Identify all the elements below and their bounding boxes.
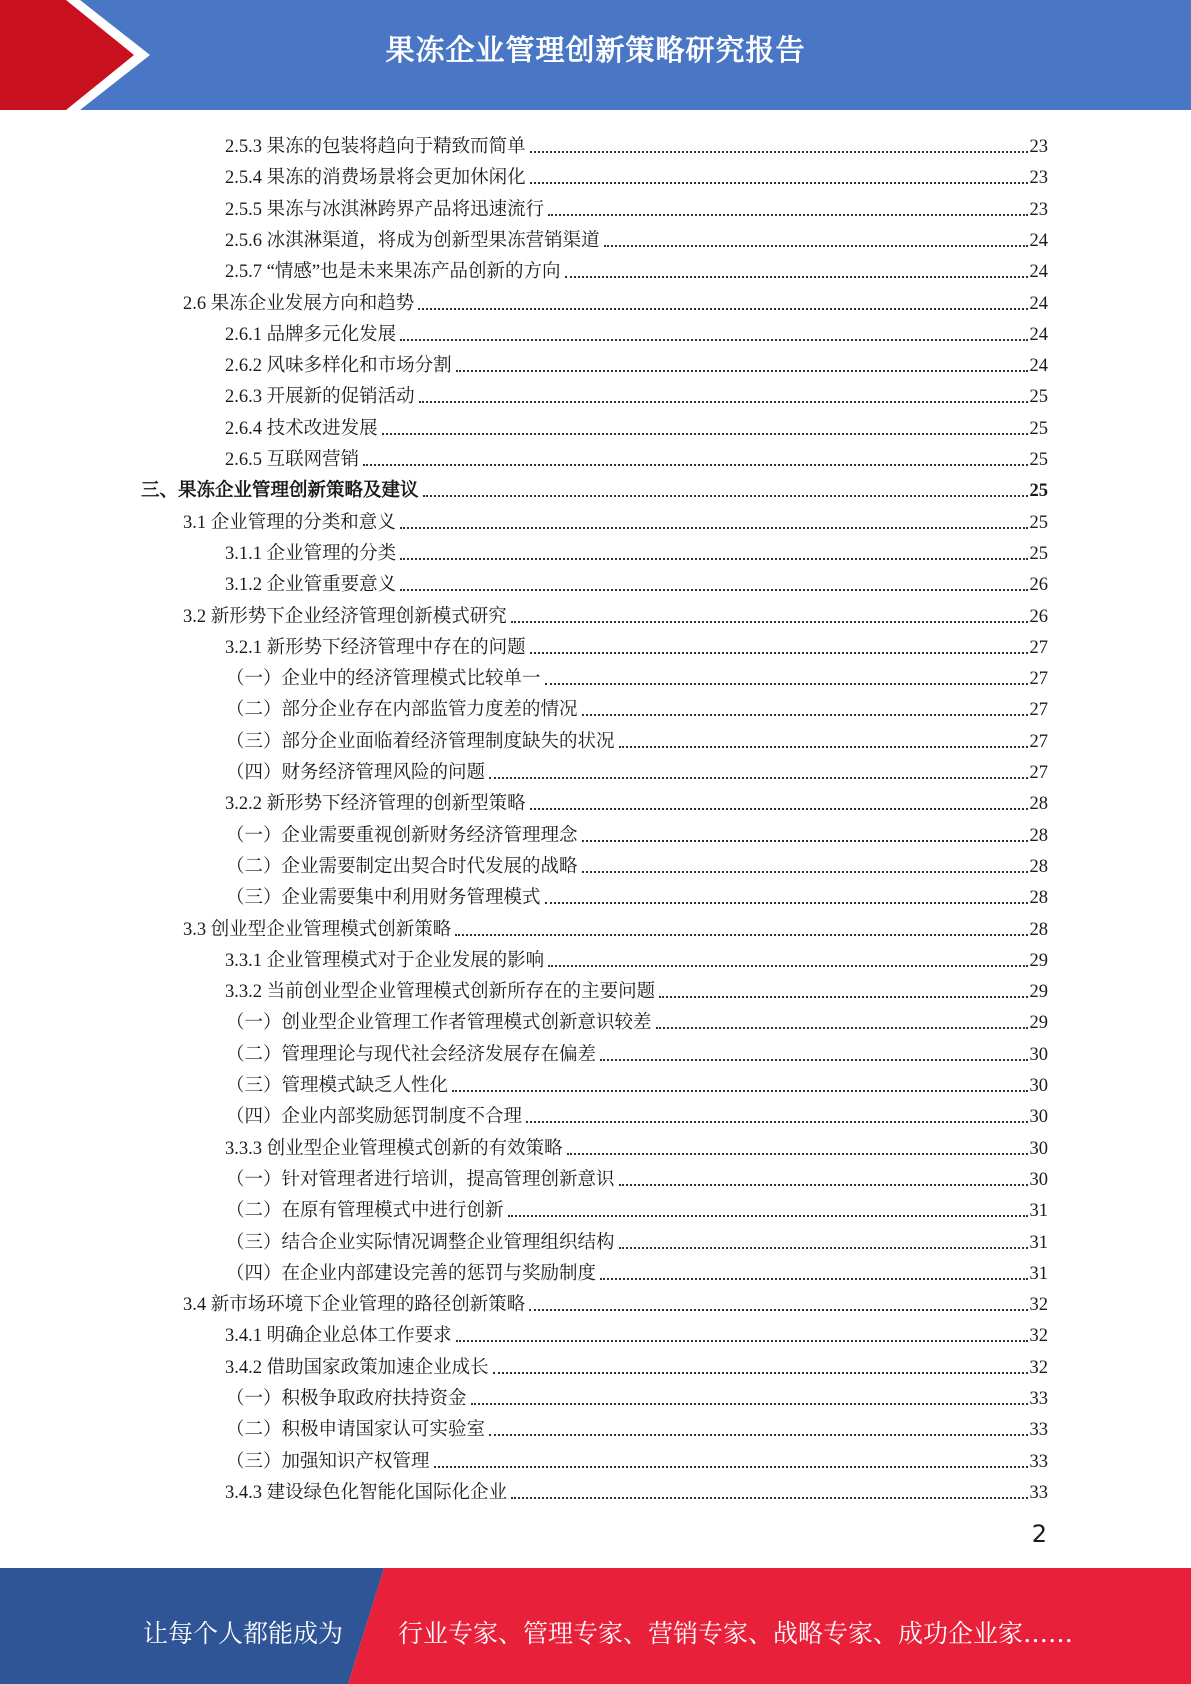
toc-entry[interactable]	[226, 753, 1048, 784]
toc-entry[interactable]	[226, 1097, 1048, 1128]
toc-dot-leader	[600, 1278, 1027, 1280]
toc-entry[interactable]	[225, 158, 1048, 189]
toc-entry-title: （一）创业型企业管理工作者管理模式创新意识较差	[226, 1013, 652, 1034]
toc-dot-leader	[511, 1497, 1027, 1499]
toc-entry[interactable]	[226, 1191, 1048, 1222]
toc-dot-leader	[600, 1059, 1027, 1061]
toc-entry[interactable]	[225, 346, 1048, 377]
toc-dot-leader	[489, 1434, 1027, 1436]
toc-dot-leader	[400, 558, 1027, 560]
toc-entry[interactable]	[225, 315, 1048, 346]
toc-entry-title: （一）积极争取政府扶持资金	[226, 1389, 467, 1409]
toc-entry-title: 三、果冻企业管理创新策略及建议	[141, 481, 419, 502]
toc-entry-title: 3.1.2 企业管重要意义	[225, 575, 397, 596]
toc-dot-leader	[529, 1309, 1027, 1311]
toc-entry[interactable]	[183, 503, 1048, 534]
toc-entry-page: 24	[1029, 324, 1048, 345]
toc-entry-title: （二）企业需要制定出契合时代发展的战略	[226, 856, 578, 877]
toc-dot-leader	[423, 495, 1028, 497]
toc-entry[interactable]	[225, 221, 1048, 252]
toc-entry-title: 2.5.6 冰淇淋渠道，将成为创新型果冻营销渠道	[225, 230, 600, 251]
toc-entry-title: 2.5.3 果冻的包装将趋向于精致而简单	[225, 137, 526, 157]
toc-entry-title: 2.5.5 果冻与冰淇淋跨界产品将迅速流行	[225, 199, 545, 220]
toc-entry-page: 23	[1029, 199, 1048, 220]
toc-entry-title: 2.6.2 风味多样化和市场分割	[225, 356, 452, 377]
toc-entry-page: 25	[1029, 543, 1048, 564]
toc-dot-leader	[656, 1027, 1028, 1029]
toc-entry-page: 32	[1029, 1326, 1048, 1347]
toc-entry-title: 3.2.1 新形势下经济管理中存在的问题	[225, 637, 526, 658]
toc-entry-page: 32	[1029, 1295, 1048, 1316]
toc-entry-page: 28	[1029, 919, 1048, 940]
toc-entry-title: 3.2 新形势下企业经济管理创新模式研究	[183, 606, 507, 627]
toc-entry-page: 24	[1029, 293, 1048, 314]
toc-dot-leader	[508, 1215, 1028, 1217]
toc-entry-title: （四）企业内部奖励惩罚制度不合理	[226, 1107, 523, 1128]
toc-entry-title: （四）财务经济管理风险的问题	[226, 763, 486, 783]
toc-entry[interactable]	[226, 659, 1048, 690]
toc-entry[interactable]	[225, 1473, 1048, 1504]
toc-entry[interactable]	[183, 1285, 1048, 1316]
toc-entry-page: 26	[1029, 575, 1048, 596]
page-footer	[0, 1568, 1191, 1684]
header-title: 果冻企业管理创新策略研究报告	[385, 33, 806, 67]
toc-entry-title: （二）积极申请国家认可实验室	[226, 1420, 486, 1441]
toc-dot-leader	[419, 401, 1028, 403]
toc-entry[interactable]	[183, 910, 1048, 941]
toc-entry-page: 29	[1029, 1013, 1048, 1034]
toc-entry-page: 31	[1029, 1263, 1048, 1284]
toc-entry[interactable]	[226, 878, 1048, 909]
toc-dot-leader	[545, 902, 1028, 904]
toc-entry-title: （一）企业需要重视创新财务经济管理理念	[226, 825, 578, 846]
toc-entry[interactable]	[226, 1442, 1048, 1473]
toc-dot-leader	[526, 1121, 1027, 1123]
toc-entry-page: 32	[1029, 1357, 1048, 1378]
toc-entry[interactable]	[226, 690, 1048, 721]
toc-entry-page: 23	[1029, 168, 1048, 189]
toc-entry-title: （四）在企业内部建设完善的惩罚与奖励制度	[226, 1263, 597, 1284]
toc-entry-page: 30	[1029, 1076, 1048, 1096]
toc-entry-title: 2.6.1 品牌多元化发展	[225, 324, 397, 345]
page-number: 2	[1031, 1520, 1047, 1548]
toc-dot-leader	[456, 370, 1028, 372]
toc-entry-title: （一）针对管理者进行培训，提高管理创新意识	[226, 1169, 615, 1190]
toc-entry-page: 30	[1029, 1044, 1048, 1065]
toc-entry-page: 30	[1029, 1169, 1048, 1190]
page-header	[0, 0, 1191, 110]
toc-entry-page: 27	[1029, 731, 1048, 752]
toc-entry[interactable]	[226, 1254, 1048, 1285]
toc-entry[interactable]	[226, 1003, 1048, 1034]
toc-entry-title: 2.6.5 互联网营销	[225, 450, 360, 470]
toc-entry-title: 3.4.2 借助国家政策加速企业成长	[225, 1357, 489, 1378]
toc-entry[interactable]	[225, 1129, 1048, 1160]
toc-entry[interactable]	[226, 1223, 1048, 1254]
footer-slogan-right: 行业专家、管理专家、营销专家、战略专家、成功企业家……	[398, 1619, 1074, 1648]
toc-entry-page: 29	[1029, 982, 1048, 1003]
toc-entry-page: 25	[1029, 387, 1048, 408]
toc-dot-leader	[400, 339, 1027, 341]
toc-entry-title: （三）加强知识产权管理	[226, 1451, 430, 1472]
toc-entry-page: 30	[1029, 1107, 1048, 1128]
toc-entry[interactable]	[225, 409, 1048, 440]
toc-dot-leader	[619, 746, 1028, 748]
toc-entry-page: 26	[1029, 606, 1048, 627]
toc-dot-leader	[493, 1372, 1028, 1374]
toc-dot-leader	[582, 714, 1028, 716]
toc-dot-leader	[434, 1466, 1028, 1468]
toc-entry-title: （二）管理理论与现代社会经济发展存在偏差	[226, 1044, 597, 1065]
toc-entry-title: （三）部分企业面临着经济管理制度缺失的状况	[226, 731, 615, 752]
toc-entry-page: 27	[1029, 669, 1048, 690]
toc-entry-page: 25	[1029, 450, 1048, 470]
toc-dot-leader	[548, 965, 1027, 967]
toc-entry-title: （三）结合企业实际情况调整企业管理组织结构	[226, 1232, 615, 1253]
toc-entry[interactable]	[226, 722, 1048, 753]
toc-dot-leader	[471, 1403, 1028, 1405]
toc-entry-page: 24	[1029, 356, 1048, 377]
toc-entry[interactable]	[226, 1379, 1048, 1410]
toc-entry[interactable]	[225, 440, 1048, 471]
toc-entry-title: （一）企业中的经济管理模式比较单一	[226, 669, 541, 690]
toc-entry[interactable]	[225, 1316, 1048, 1347]
toc-entry-title: 2.6.4 技术改进发展	[225, 418, 378, 439]
toc-entry-page: 33	[1029, 1482, 1048, 1503]
toc-entry-title: （二）部分企业存在内部监管力度差的情况	[226, 700, 578, 721]
toc-entry[interactable]	[225, 1348, 1048, 1379]
toc-entry[interactable]	[225, 972, 1048, 1003]
toc-entry-page: 25	[1029, 418, 1048, 439]
toc-dot-leader	[604, 245, 1028, 247]
footer-slogan-left: 让每个人都能成为	[143, 1619, 344, 1648]
toc-entry-page: 24	[1029, 262, 1048, 283]
toc-entry[interactable]	[226, 1160, 1048, 1191]
toc-entry[interactable]	[225, 127, 1048, 158]
toc-dot-leader	[400, 527, 1028, 529]
toc-entry[interactable]	[225, 784, 1048, 815]
toc-dot-leader	[530, 652, 1028, 654]
toc-entry[interactable]	[183, 284, 1048, 315]
toc-dot-leader	[489, 777, 1027, 779]
toc-entry[interactable]	[226, 1066, 1048, 1097]
toc-entry-page: 27	[1029, 637, 1048, 658]
toc-entry-title: 2.6 果冻企业发展方向和趋势	[183, 293, 415, 314]
toc-dot-leader	[530, 182, 1028, 184]
toc-entry-page: 28	[1029, 856, 1048, 877]
toc-entry-page: 31	[1029, 1201, 1048, 1222]
toc-dot-leader	[619, 1184, 1028, 1186]
toc-entry[interactable]	[141, 471, 1048, 502]
toc-dot-leader	[418, 308, 1027, 310]
toc-entry-title: 3.3.2 当前创业型企业管理模式创新所存在的主要问题	[225, 982, 656, 1003]
toc-entry[interactable]	[225, 377, 1048, 408]
toc-entry[interactable]	[225, 628, 1048, 659]
toc-dot-leader	[382, 433, 1028, 435]
toc-entry-page: 24	[1029, 230, 1048, 251]
toc-entry-title: 3.4.1 明确企业总体工作要求	[225, 1326, 452, 1347]
toc-entry-title: 3.3.1 企业管理模式对于企业发展的影响	[225, 950, 545, 971]
toc-entry[interactable]	[225, 190, 1048, 221]
toc-entry-page: 28	[1029, 825, 1048, 846]
toc-dot-leader	[456, 1340, 1028, 1342]
toc-dot-leader	[452, 1090, 1027, 1092]
toc-entry-page: 25	[1029, 512, 1048, 533]
toc-entry-title: 3.1 企业管理的分类和意义	[183, 512, 396, 533]
toc-entry-title: 3.3 创业型企业管理模式创新策略	[183, 919, 452, 940]
toc-entry-title: 2.5.7 “情感”也是未来果冻产品创新的方向	[225, 262, 561, 283]
toc-entry[interactable]	[225, 941, 1048, 972]
toc-entry-page: 30	[1029, 1138, 1048, 1159]
toc-entry-title: 3.2.2 新形势下经济管理的创新型策略	[225, 794, 526, 815]
toc-entry-page: 33	[1029, 1420, 1048, 1441]
toc-entry-page: 27	[1029, 763, 1048, 783]
toc-entry-page: 31	[1029, 1232, 1048, 1253]
toc-dot-leader	[545, 683, 1028, 685]
toc-entry-page: 33	[1029, 1451, 1048, 1472]
toc-entry-title: 3.3.3 创业型企业管理模式创新的有效策略	[225, 1138, 563, 1159]
toc-entry-title: 3.4 新市场环境下企业管理的路径创新策略	[183, 1295, 526, 1316]
toc-dot-leader	[582, 871, 1028, 873]
toc-dot-leader	[548, 214, 1027, 216]
toc-entry-page: 25	[1029, 481, 1048, 502]
toc-dot-leader	[363, 464, 1027, 466]
toc-entry[interactable]	[226, 1035, 1048, 1066]
toc-entry[interactable]	[225, 565, 1048, 596]
toc-entry-page: 28	[1029, 794, 1048, 815]
toc-entry-title: （三）管理模式缺乏人性化	[226, 1076, 449, 1096]
toc-dot-leader	[400, 589, 1027, 591]
toc-dot-leader	[582, 840, 1028, 842]
toc-entry[interactable]	[183, 597, 1048, 628]
toc-entry-title: （三）企业需要集中利用财务管理模式	[226, 888, 541, 909]
toc-dot-leader	[530, 151, 1028, 153]
toc-entry[interactable]	[225, 252, 1048, 283]
toc-entry-page: 23	[1029, 137, 1048, 157]
toc-entry[interactable]	[226, 816, 1048, 847]
toc-entry-title: 2.5.4 果冻的消费场景将会更加休闲化	[225, 168, 526, 189]
toc-dot-leader	[511, 621, 1028, 623]
toc-entry-title: 3.1.1 企业管理的分类	[225, 543, 397, 564]
toc-entry-title: （二）在原有管理模式中进行创新	[226, 1201, 504, 1222]
toc-entry-title: 2.6.3 开展新的促销活动	[225, 387, 415, 408]
toc-entry-page: 33	[1029, 1389, 1048, 1409]
toc-entry[interactable]	[226, 1410, 1048, 1441]
toc-entry-page: 27	[1029, 700, 1048, 721]
toc-entry-title: 3.4.3 建设绿色化智能化国际化企业	[225, 1482, 508, 1503]
toc-dot-leader	[659, 996, 1027, 998]
toc-entry[interactable]	[225, 534, 1048, 565]
toc-dot-leader	[530, 808, 1028, 810]
toc-dot-leader	[565, 276, 1028, 278]
toc-entry-page: 28	[1029, 888, 1048, 909]
toc-entry-page: 29	[1029, 950, 1048, 971]
toc-dot-leader	[619, 1247, 1028, 1249]
toc-entry[interactable]	[226, 847, 1048, 878]
toc-dot-leader	[455, 934, 1027, 936]
toc-dot-leader	[567, 1153, 1028, 1155]
